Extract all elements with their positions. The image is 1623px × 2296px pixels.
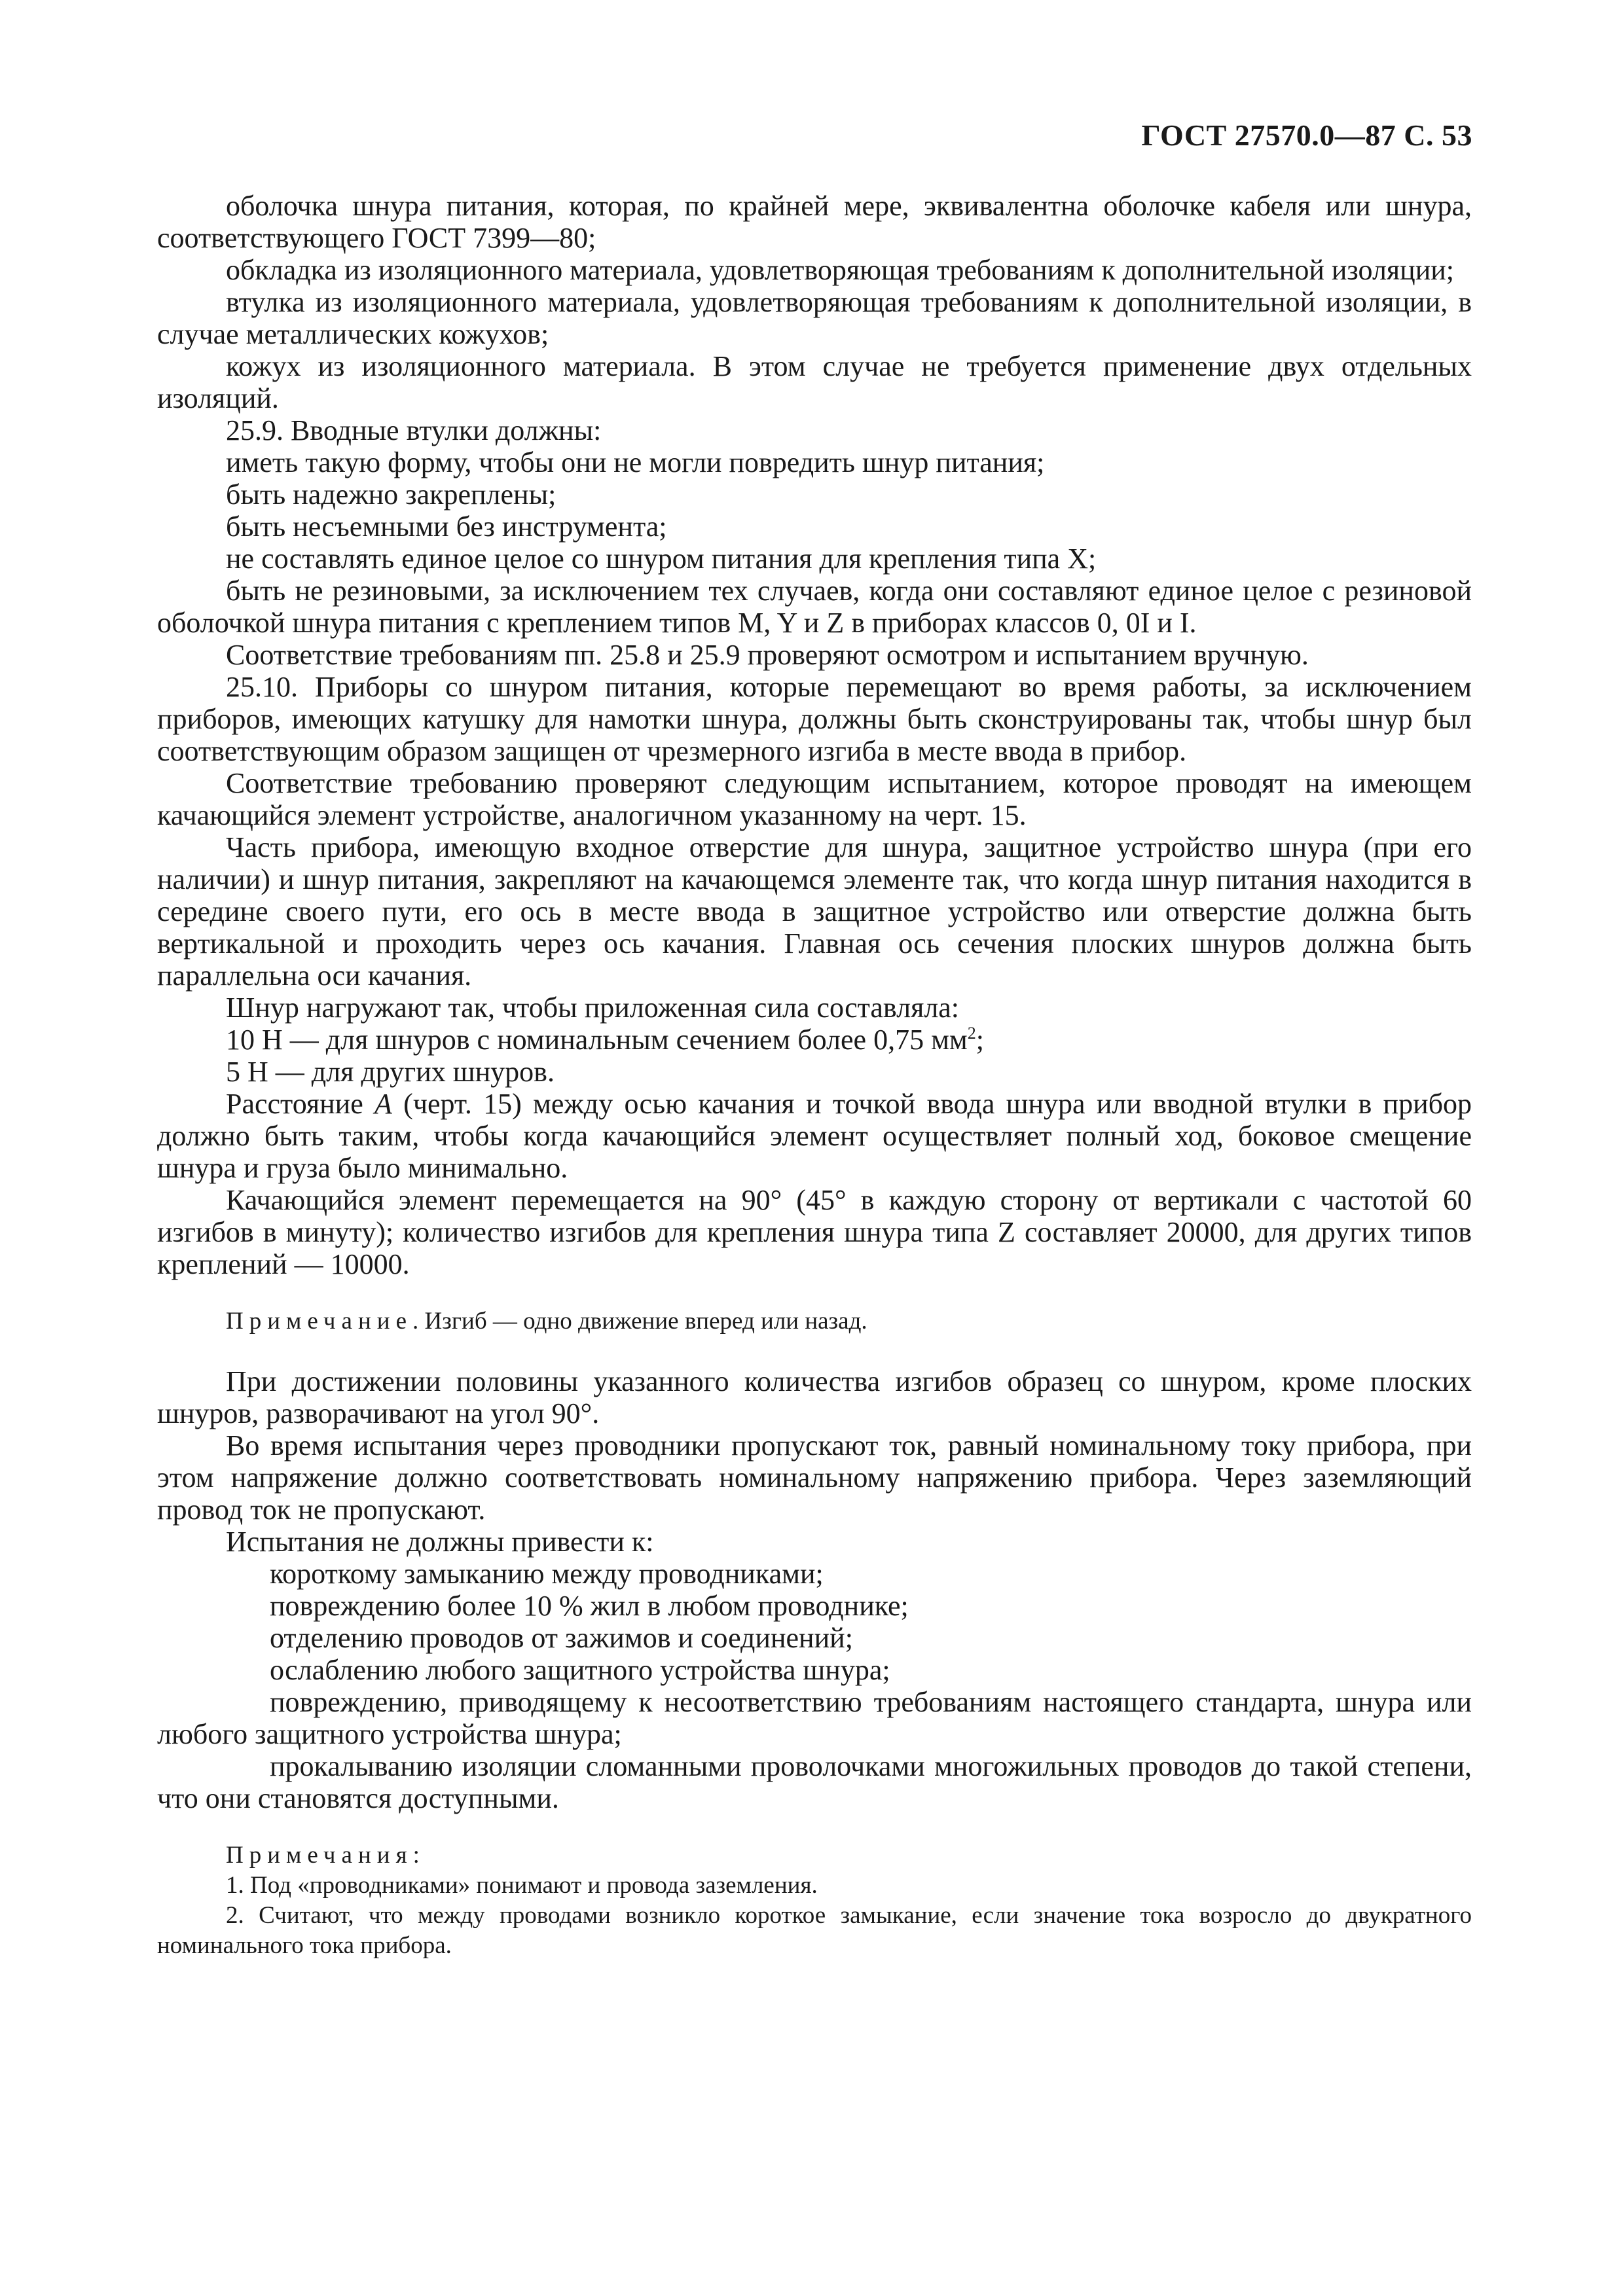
notes-heading <box>157 1840 1472 1871</box>
paragraph: При достижении половины указанного количества изгибов образец со шнуром, кроме плоских шнуров, разворачивают на угол 90°. <box>157 1365 1472 1429</box>
notes-label: Примечания <box>226 1842 413 1869</box>
notes-colon: : <box>412 1842 420 1869</box>
list-item: повреждению более 10 % жил в любом проводнике; <box>270 1590 909 1622</box>
note-item: 2. Считают, что между проводами возникло короткое замыкание, если значение тока возросло до двукратного номинального тока прибора. <box>157 1902 1472 1959</box>
paragraph <box>157 1088 1472 1184</box>
paragraph: Часть прибора, имеющую входное отверстие для шнура, защитное устройство шнура (при его наличии) и шнур питания, закрепляют на качающемся элементе так, что когда шнур питания находится в середине своего пути, его ось в месте ввода в защитное устройство или отверстие должна быть вертикальной и проходить через ось качания. Главная ось сечения плоских шнуров должна быть параллельна оси качания. <box>157 831 1472 992</box>
superscript: 2 <box>967 1024 976 1043</box>
paragraph: Во время испытания через проводники пропускают ток, равный номинальному току прибора, при этом напряжение должно соответствовать номинальному напряжению прибора. Через заземляющий провод ток не пропускают. <box>157 1429 1472 1526</box>
paragraph: быть надежно закреплены; <box>226 478 556 511</box>
list-item: повреждению, приводящему к несоответствию требованиям настоящего стандарта, шнура или любого защитного устройства шнура; <box>157 1686 1472 1750</box>
note-text: . Изгиб — одно движение вперед или назад. <box>412 1308 867 1335</box>
list-item: прокалыванию изоляции сломанными проволочками многожильных проводов до такой степени, что они становятся доступными. <box>157 1750 1472 1814</box>
paragraph: Соответствие требованию проверяют следующим испытанием, которое проводят на имеющем качающийся элемент устройстве, аналогичном указанному на черт. 15. <box>157 767 1472 831</box>
paragraph-text: (черт. 15) между осью качания и точкой ввода шнура или вводной втулки в прибор должно быть таким, чтобы когда качающийся элемент осуществляет полный ход, боковое смещение шнура и груза было минимально. <box>157 1088 1472 1184</box>
paragraph: Соответствие требованиям пп. 25.8 и 25.9 проверяют осмотром и испытанием вручную. <box>226 639 1309 671</box>
paragraph-text: ; <box>976 1024 984 1056</box>
page-header: ГОСТ 27570.0—87 С. 53 <box>1141 118 1472 152</box>
paragraph: кожух из изоляционного материала. В этом случае не требуется применение двух отдельных изоляций. <box>157 350 1472 414</box>
variable-a: А <box>374 1088 392 1120</box>
section-heading-25-9: 25.9. Вводные втулки должны: <box>226 414 602 446</box>
paragraph: 5 Н — для других шнуров. <box>226 1056 555 1088</box>
section-heading-25-10: 25.10. Приборы со шнуром питания, которые перемещают во время работы, за исключением приборов, имеющих катушку для намотки шнура, должны быть сконструированы так, чтобы шнур был соответствующим образом защищен от чрезмерного изгиба в месте ввода в прибор. <box>157 671 1472 767</box>
note-item: 1. Под «проводниками» понимают и провода заземления. <box>226 1872 818 1899</box>
list-item: отделению проводов от зажимов и соединений; <box>270 1622 853 1654</box>
paragraph: Качающийся элемент перемещается на 90° (45° в каждую сторону от вертикали с частотой 60 изгибов в минуту); количество изгибов для крепления шнура типа Z составляет 20000, для других типов креплений — 10000. <box>157 1184 1472 1280</box>
note <box>157 1306 1472 1336</box>
paragraph: иметь такую форму, чтобы они не могли повредить шнур питания; <box>226 446 1045 478</box>
document-body <box>157 190 1472 1961</box>
paragraph: втулка из изоляционного материала, удовлетворяющая требованиям к дополнительной изоляции, в случае металлических кожухов; <box>157 286 1472 350</box>
list-item: короткому замыканию между проводниками; <box>270 1558 824 1590</box>
paragraph: не составлять единое целое со шнуром питания для крепления типа X; <box>226 543 1097 575</box>
paragraph-text: Расстояние <box>226 1088 375 1120</box>
paragraph: Испытания не должны привести к: <box>226 1526 654 1558</box>
paragraph: быть не резиновыми, за исключением тех случаев, когда они составляют единое целое с резиновой оболочкой шнура питания с креплением типов M, Y и Z в приборах классов 0, 0I и I. <box>157 575 1472 639</box>
paragraph-text: 10 Н — для шнуров с номинальным сечением более 0,75 мм <box>226 1024 968 1056</box>
paragraph: обкладка из изоляционного материала, удовлетворяющая требованиям к дополнительной изоляции; <box>226 254 1455 286</box>
list-item: ослаблению любого защитного устройства шнура; <box>270 1654 890 1686</box>
paragraph: быть несъемными без инструмента; <box>226 511 667 543</box>
paragraph: оболочка шнура питания, которая, по крайней мере, эквивалентна оболочке кабеля или шнура, соответствующего ГОСТ 7399—80; <box>157 190 1472 254</box>
note-label: Примечание <box>226 1308 412 1335</box>
paragraph <box>157 1024 1472 1056</box>
paragraph: Шнур нагружают так, чтобы приложенная сила составляла: <box>226 992 960 1024</box>
